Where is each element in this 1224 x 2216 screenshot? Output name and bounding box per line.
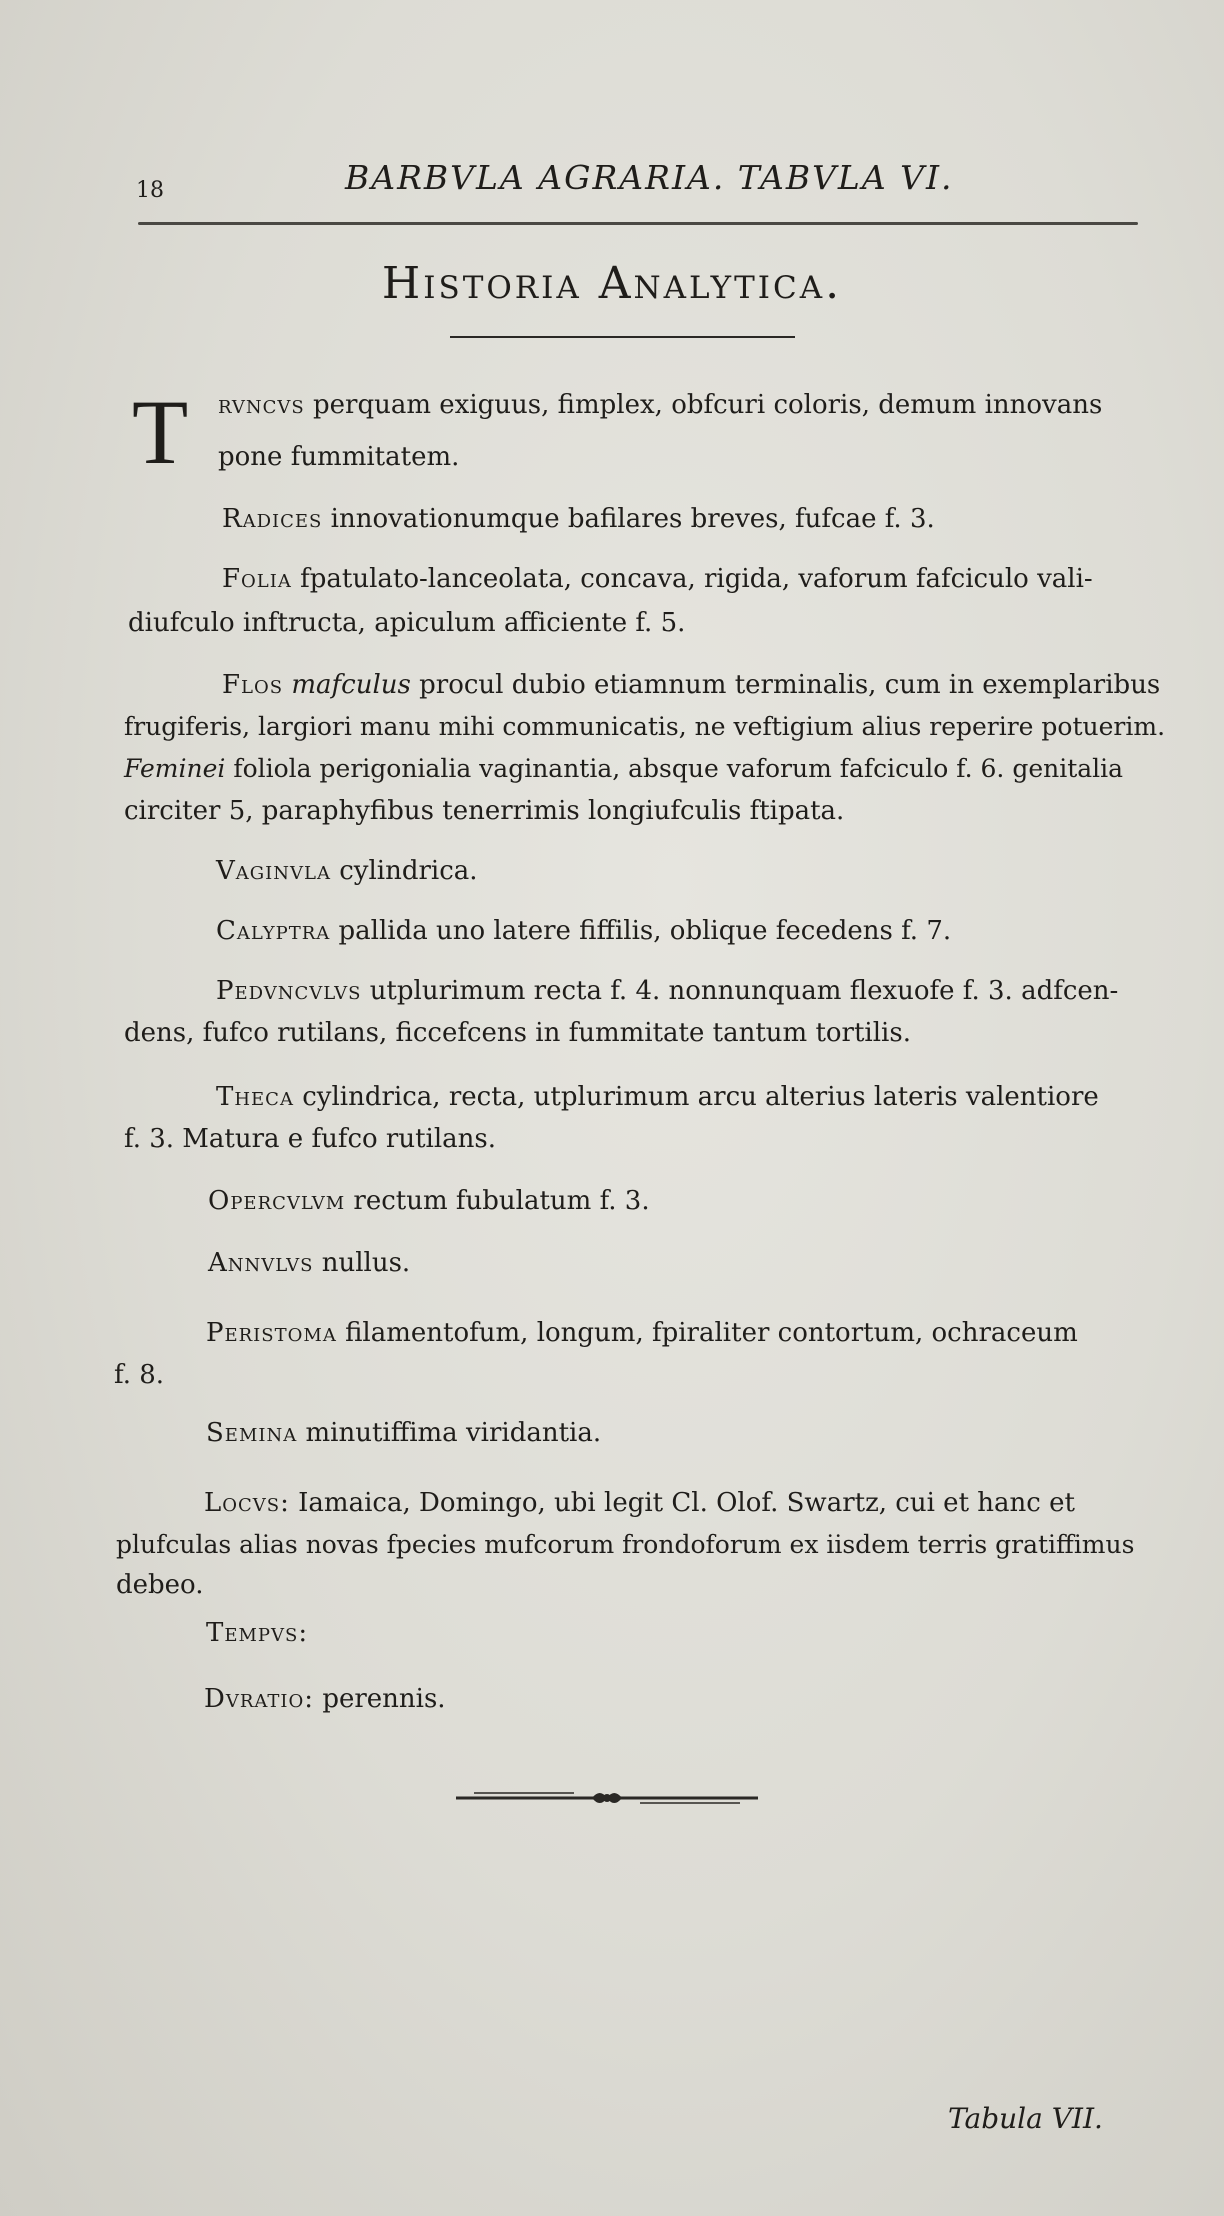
duratio-lead: Dvratio:: [204, 1684, 315, 1714]
semina-text: minutiffima viridantia.: [305, 1418, 602, 1448]
truncus-line-1: [218, 386, 1102, 424]
radices-lead: Radices: [222, 504, 323, 534]
flos-text-1: procul dubio etiamnum terminalis, cum in exemplaribus: [419, 670, 1161, 700]
calyptra-lead: Calyptra: [216, 916, 331, 946]
title-rule: [450, 336, 795, 338]
peristoma-lead: Peristoma: [206, 1318, 337, 1348]
locus-line-1: [204, 1484, 1075, 1522]
operculum-paragraph: [208, 1182, 650, 1220]
ornament-rule: [454, 1786, 760, 1810]
radices-paragraph: [222, 500, 935, 538]
folia-line-2: diufculo inftructa, apiculum afficiente f. 5.: [128, 608, 686, 638]
annulus-paragraph: [208, 1244, 410, 1282]
calyptra-text: pallida uno latere fiffilis, oblique fecedens f. 7.: [338, 916, 952, 946]
truncus-lead: rvncvs: [218, 390, 305, 420]
theca-line-1: [216, 1078, 1099, 1116]
pedunculus-text-1: utplurimum recta f. 4. nonnunquam flexuofe f. 3. adfcen-: [369, 976, 1119, 1006]
vaginula-lead: Vaginvla: [216, 856, 331, 886]
locus-text-1: Iamaica, Domingo, ubi legit Cl. Olof. Swartz, cui et hanc et: [298, 1488, 1075, 1518]
locus-line-3: debeo.: [116, 1570, 204, 1600]
vaginula-text: cylindrica.: [339, 856, 478, 886]
pedunculus-lead: Pedvncvlvs: [216, 976, 362, 1006]
flos-lead: Flos: [222, 670, 284, 700]
drop-cap: T: [132, 381, 189, 483]
locus-lead: Locvs:: [204, 1488, 290, 1518]
flos-masculus: mafculus: [291, 670, 411, 700]
header-rule: [138, 222, 1138, 225]
flos-line-1: [222, 666, 1160, 704]
folia-line-1: [222, 560, 1093, 598]
pedunculus-line-2: dens, fufco rutilans, ficcefcens in fummitate tantum tortilis.: [124, 1018, 911, 1048]
duratio-text: perennis.: [322, 1684, 446, 1714]
annulus-lead: Annvlvs: [208, 1248, 314, 1278]
section-title: Historia Analytica.: [381, 258, 843, 309]
annulus-text: nullus.: [321, 1248, 411, 1278]
duratio-paragraph: [204, 1680, 446, 1718]
truncus-text-1: perquam exiguus, fimplex, obfcuri coloris, demum innovans: [313, 390, 1103, 420]
flos-line-4: circiter 5, paraphyfibus tenerrimis longiufculis ftipata.: [124, 796, 845, 826]
theca-line-2: f. 3. Matura e fufco rutilans.: [124, 1124, 497, 1154]
semina-lead: Semina: [206, 1418, 298, 1448]
vaginula-paragraph: [216, 852, 478, 890]
locus-line-2: plufculas alias novas fpecies mufcorum frondoforum ex iisdem terris gratiffimus: [116, 1530, 1135, 1559]
operculum-lead: Opercvlvm: [208, 1186, 346, 1216]
theca-lead: Theca: [216, 1082, 294, 1112]
calyptra-paragraph: [216, 912, 951, 950]
flos-line-2: frugiferis, largiori manu mihi communicatis, ne veftigium alius reperire potuerim.: [124, 712, 1166, 741]
tempus-lead: Tempvs:: [206, 1618, 309, 1648]
folia-text-1: fpatulato-lanceolata, concava, rigida, vaforum fafciculo vali-: [300, 564, 1093, 594]
peristoma-line-2: f. 8.: [114, 1360, 165, 1390]
peristoma-line-1: [206, 1314, 1078, 1352]
flos-feminei: Feminei: [124, 754, 226, 783]
radices-text: innovationumque bafilares breves, fufcae f. 3.: [330, 504, 935, 534]
running-head: BARBVLA AGRARIA. TABVLA VI.: [345, 158, 954, 197]
tempus-paragraph: [206, 1614, 308, 1652]
folia-lead: Folia: [222, 564, 292, 594]
pedunculus-line-1: [216, 972, 1118, 1010]
peristoma-text-1: filamentofum, longum, fpiraliter contortum, ochraceum: [345, 1318, 1078, 1348]
semina-paragraph: [206, 1414, 601, 1452]
page-number: 18: [136, 178, 164, 203]
footer-tabula: Tabula VII.: [948, 2102, 1103, 2135]
flos-line-3: [124, 750, 1123, 788]
flos-text-3: foliola perigonialia vaginantia, absque vaforum fafciculo f. 6. genitalia: [233, 754, 1124, 783]
operculum-text: rectum fubulatum f. 3.: [353, 1186, 650, 1216]
truncus-line-2: pone fummitatem.: [218, 442, 460, 472]
theca-text-1: cylindrica, recta, utplurimum arcu alterius lateris valentiore: [302, 1082, 1099, 1112]
